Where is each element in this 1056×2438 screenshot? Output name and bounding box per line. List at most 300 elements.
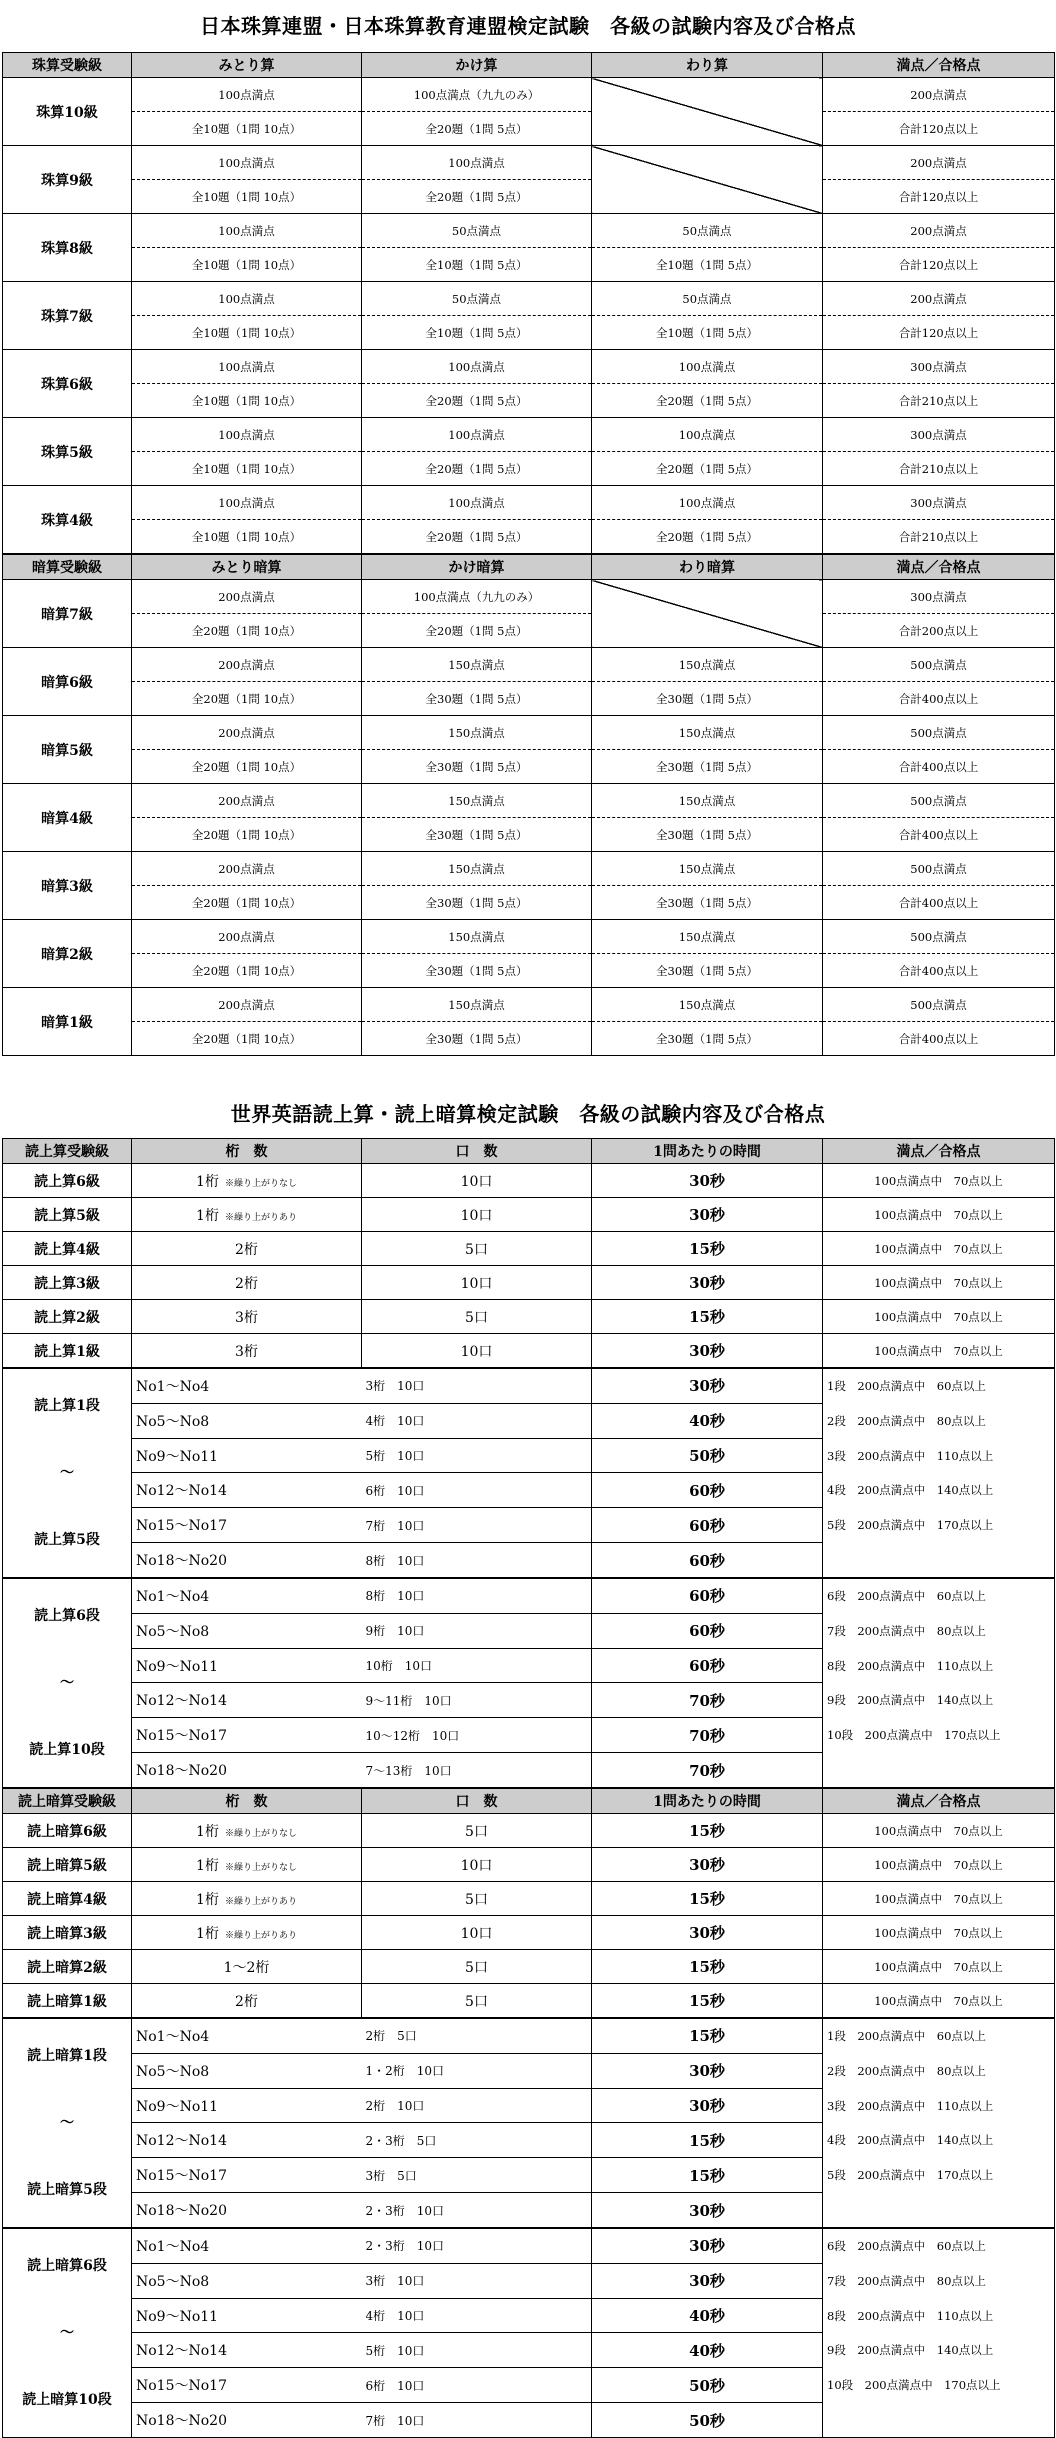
dan-range-label xyxy=(3,2228,132,2438)
grade-label: 読上算5級 xyxy=(3,1198,132,1232)
mitori-points: 100点満点 xyxy=(132,78,362,112)
time-cell: 30秒 xyxy=(592,1848,823,1882)
column-header: 満点／合格点 xyxy=(823,554,1055,580)
table-row xyxy=(3,1950,1055,1984)
wari-points: 150点満点 xyxy=(592,920,823,954)
kake-detail: 全30題（1問 5点） xyxy=(362,682,592,716)
score-cell: 10段 200点満点中 170点以上 xyxy=(823,2368,1055,2403)
problem-range: No5～No8 xyxy=(132,1613,362,1648)
table-row xyxy=(3,452,1055,486)
table-row xyxy=(3,750,1055,784)
table-row xyxy=(3,1508,1055,1543)
header-row xyxy=(3,53,1055,78)
carry-note: ※繰り上がりあり xyxy=(224,1212,297,1223)
table-row xyxy=(3,1718,1055,1753)
digits-count: 7桁 10口 xyxy=(362,1508,592,1543)
kake-points: 50点満点 xyxy=(362,282,592,316)
score-points: 200点満点 xyxy=(823,214,1055,248)
time-cell: 15秒 xyxy=(592,2158,823,2193)
time-cell: 70秒 xyxy=(592,1718,823,1753)
kake-points: 150点満点 xyxy=(362,716,592,750)
digits-count: 4桁 10口 xyxy=(362,2298,592,2333)
time-cell: 15秒 xyxy=(592,1882,823,1916)
grade-label: 暗算5級 xyxy=(3,716,132,784)
problem-range: No1～No4 xyxy=(132,2018,362,2053)
score-cell: 2段 200点満点中 80点以上 xyxy=(823,1403,1055,1438)
time-cell: 30秒 xyxy=(592,1916,823,1950)
soroban-exam-table xyxy=(2,52,1055,1056)
table-row xyxy=(3,1613,1055,1648)
table-row xyxy=(3,1683,1055,1718)
time-cell: 15秒 xyxy=(592,1950,823,1984)
kake-points: 150点満点 xyxy=(362,648,592,682)
kake-points: 150点満点 xyxy=(362,852,592,886)
digits-count: 2桁 5口 xyxy=(362,2018,592,2053)
table-row xyxy=(3,1438,1055,1473)
score-cell: 8段 200点満点中 110点以上 xyxy=(823,2298,1055,2333)
column-header: かけ算 xyxy=(362,53,592,78)
score-cell: 3段 200点満点中 110点以上 xyxy=(823,2088,1055,2123)
time-cell: 30秒 xyxy=(592,2228,823,2263)
grade-label: 読上算4級 xyxy=(3,1232,132,1266)
grade-label: 珠算9級 xyxy=(3,146,132,214)
kake-detail: 全30題（1問 5点） xyxy=(362,750,592,784)
grade-label: 珠算5級 xyxy=(3,418,132,486)
digits-value: 2桁 xyxy=(235,1993,258,2010)
wari-points: 50点満点 xyxy=(592,282,823,316)
table-row xyxy=(3,1578,1055,1613)
time-cell: 60秒 xyxy=(592,1613,823,1648)
time-cell: 30秒 xyxy=(592,1334,823,1369)
digits-count: 1・2桁 10口 xyxy=(362,2053,592,2088)
digits-cell xyxy=(132,1164,362,1198)
table-row xyxy=(3,2123,1055,2158)
column-header: 桁 数 xyxy=(132,1788,362,1814)
digits-count: 3桁 10口 xyxy=(362,1368,592,1403)
column-header: 珠算受験級 xyxy=(3,53,132,78)
not-applicable-cell xyxy=(592,146,823,214)
table-row xyxy=(3,2018,1055,2053)
mitori-points: 200点満点 xyxy=(132,784,362,818)
kake-points: 100点満点 xyxy=(362,486,592,520)
table-row xyxy=(3,886,1055,920)
digits-value: 2桁 xyxy=(235,1241,258,1258)
problem-range: No15～No17 xyxy=(132,1718,362,1753)
grade-label: 暗算2級 xyxy=(3,920,132,988)
table-row xyxy=(3,146,1055,180)
digits-count: 3桁 5口 xyxy=(362,2158,592,2193)
time-cell: 60秒 xyxy=(592,1648,823,1683)
time-cell: 30秒 xyxy=(592,2053,823,2088)
problem-range: No1～No4 xyxy=(132,1368,362,1403)
time-cell: 50秒 xyxy=(592,2403,823,2438)
not-applicable-cell xyxy=(592,580,823,648)
score-points: 300点満点 xyxy=(823,486,1055,520)
dan-end: 読上暗算5段 xyxy=(27,2182,107,2198)
score-points: 200点満点 xyxy=(823,146,1055,180)
grade-label: 読上暗算6級 xyxy=(3,1814,132,1848)
digits-cell xyxy=(132,1266,362,1300)
score-detail: 合計120点以上 xyxy=(823,112,1055,146)
count-cell: 5口 xyxy=(362,1950,592,1984)
mitori-detail: 全10題（1問 10点） xyxy=(132,248,362,282)
dan-range-label xyxy=(3,1578,132,1788)
score-cell: 7段 200点満点中 80点以上 xyxy=(823,1613,1055,1648)
table-row xyxy=(3,2368,1055,2403)
time-cell: 40秒 xyxy=(592,2298,823,2333)
digits-value: 1桁 xyxy=(196,1857,219,1874)
score-cell xyxy=(823,1753,1055,1788)
grade-label: 読上暗算3級 xyxy=(3,1916,132,1950)
soroban-exam-title: 日本珠算連盟・日本珠算教育連盟検定試験 各級の試験内容及び合格点 xyxy=(200,14,856,38)
dan-end: 読上算10段 xyxy=(29,1742,105,1758)
column-header: かけ暗算 xyxy=(362,554,592,580)
kake-detail: 全30題（1問 5点） xyxy=(362,954,592,988)
carry-note: ※繰り上がりなし xyxy=(224,1178,297,1189)
wari-detail: 全30題（1問 5点） xyxy=(592,818,823,852)
grade-label: 珠算10級 xyxy=(3,78,132,146)
table-row xyxy=(3,648,1055,682)
tilde: ～ xyxy=(60,1675,74,1691)
digits-count: 10～12桁 10口 xyxy=(362,1718,592,1753)
mitori-detail: 全20題（1問 10点） xyxy=(132,954,362,988)
grade-label: 読上算3級 xyxy=(3,1266,132,1300)
score-cell: 100点満点中 70点以上 xyxy=(823,1916,1055,1950)
tilde: ～ xyxy=(60,1465,74,1481)
kake-detail: 全10題（1問 5点） xyxy=(362,248,592,282)
not-applicable-cell xyxy=(592,78,823,146)
carry-note: ※繰り上がりあり xyxy=(224,1930,297,1941)
table-row xyxy=(3,1848,1055,1882)
time-cell: 30秒 xyxy=(592,2263,823,2298)
mitori-detail: 全20題（1問 10点） xyxy=(132,682,362,716)
header-row xyxy=(3,1139,1055,1164)
kake-points: 150点満点 xyxy=(362,784,592,818)
dan-start: 読上暗算6段 xyxy=(27,2258,107,2274)
table-row xyxy=(3,2333,1055,2368)
wari-detail: 全30題（1問 5点） xyxy=(592,886,823,920)
digits-count: 2桁 10口 xyxy=(362,2088,592,2123)
problem-range: No18～No20 xyxy=(132,2403,362,2438)
table-row xyxy=(3,2053,1055,2088)
time-cell: 30秒 xyxy=(592,1368,823,1403)
kake-points: 100点満点 xyxy=(362,350,592,384)
mitori-detail: 全20題（1問 10点） xyxy=(132,750,362,784)
score-detail: 合計120点以上 xyxy=(823,316,1055,350)
column-header: 口 数 xyxy=(362,1139,592,1164)
tilde: ～ xyxy=(60,2115,74,2131)
kake-points: 100点満点（九九のみ） xyxy=(362,78,592,112)
table-row xyxy=(3,1543,1055,1578)
table-row xyxy=(3,282,1055,316)
score-detail: 合計200点以上 xyxy=(823,614,1055,648)
digits-cell xyxy=(132,1232,362,1266)
column-header: 読上暗算受験級 xyxy=(3,1788,132,1814)
table-row xyxy=(3,2158,1055,2193)
score-detail: 合計400点以上 xyxy=(823,954,1055,988)
grade-label: 読上暗算4級 xyxy=(3,1882,132,1916)
kake-detail: 全20題（1問 5点） xyxy=(362,452,592,486)
problem-range: No15～No17 xyxy=(132,2158,362,2193)
problem-range: No9～No11 xyxy=(132,1648,362,1683)
digits-value: 3桁 xyxy=(235,1343,258,1360)
column-header: 読上算受験級 xyxy=(3,1139,132,1164)
digits-value: 3桁 xyxy=(235,1309,258,1326)
dan-range-label xyxy=(3,2018,132,2228)
score-points: 300点満点 xyxy=(823,350,1055,384)
mitori-detail: 全20題（1問 10点） xyxy=(132,886,362,920)
digits-cell xyxy=(132,1198,362,1232)
table-row xyxy=(3,486,1055,520)
digits-cell xyxy=(132,1300,362,1334)
score-cell: 2段 200点満点中 80点以上 xyxy=(823,2053,1055,2088)
count-cell: 5口 xyxy=(362,1984,592,2019)
score-cell: 100点満点中 70点以上 xyxy=(823,1164,1055,1198)
time-cell: 15秒 xyxy=(592,1232,823,1266)
score-detail: 合計400点以上 xyxy=(823,750,1055,784)
kake-detail: 全20題（1問 5点） xyxy=(362,112,592,146)
problem-range: No1～No4 xyxy=(132,2228,362,2263)
grade-label: 珠算7級 xyxy=(3,282,132,350)
score-points: 500点満点 xyxy=(823,716,1055,750)
header-row xyxy=(3,554,1055,580)
problem-range: No15～No17 xyxy=(132,2368,362,2403)
score-cell xyxy=(823,2403,1055,2438)
table-row xyxy=(3,1164,1055,1198)
score-cell: 100点満点中 70点以上 xyxy=(823,1232,1055,1266)
dan-start: 読上算1段 xyxy=(34,1398,100,1414)
kake-points: 50点満点 xyxy=(362,214,592,248)
kake-detail: 全30題（1問 5点） xyxy=(362,818,592,852)
count-cell: 10口 xyxy=(362,1916,592,1950)
score-cell: 7段 200点満点中 80点以上 xyxy=(823,2263,1055,2298)
kake-points: 100点満点（九九のみ） xyxy=(362,580,592,614)
problem-range: No15～No17 xyxy=(132,1508,362,1543)
digits-value: 1桁 xyxy=(196,1925,219,1942)
digits-value: 1～2桁 xyxy=(223,1959,270,1976)
table-row xyxy=(3,2193,1055,2228)
column-header: みとり暗算 xyxy=(132,554,362,580)
time-cell: 30秒 xyxy=(592,1198,823,1232)
time-cell: 40秒 xyxy=(592,1403,823,1438)
score-points: 300点満点 xyxy=(823,580,1055,614)
table-row xyxy=(3,2088,1055,2123)
problem-range: No9～No11 xyxy=(132,2088,362,2123)
count-cell: 5口 xyxy=(362,1814,592,1848)
digits-value: 1桁 xyxy=(196,1173,219,1190)
time-cell: 15秒 xyxy=(592,1984,823,2019)
kake-detail: 全30題（1問 5点） xyxy=(362,1022,592,1056)
wari-points: 150点満点 xyxy=(592,716,823,750)
time-cell: 15秒 xyxy=(592,2123,823,2158)
tilde: ～ xyxy=(60,2325,74,2341)
time-cell: 40秒 xyxy=(592,2333,823,2368)
grade-label: 暗算3級 xyxy=(3,852,132,920)
wari-detail: 全30題（1問 5点） xyxy=(592,750,823,784)
table-row xyxy=(3,1814,1055,1848)
count-cell: 5口 xyxy=(362,1300,592,1334)
reading-exam-table xyxy=(2,1138,1055,2438)
score-cell: 6段 200点満点中 60点以上 xyxy=(823,2228,1055,2263)
wari-detail: 全20題（1問 5点） xyxy=(592,520,823,555)
time-cell: 30秒 xyxy=(592,1164,823,1198)
table-row xyxy=(3,1916,1055,1950)
mitori-detail: 全10題（1問 10点） xyxy=(132,112,362,146)
table-row xyxy=(3,818,1055,852)
table-row xyxy=(3,248,1055,282)
column-header: わり算 xyxy=(592,53,823,78)
mitori-points: 100点満点 xyxy=(132,350,362,384)
table-row xyxy=(3,682,1055,716)
score-cell: 9段 200点満点中 140点以上 xyxy=(823,2333,1055,2368)
kake-detail: 全30題（1問 5点） xyxy=(362,886,592,920)
table-row xyxy=(3,180,1055,214)
score-detail: 合計210点以上 xyxy=(823,520,1055,555)
kake-detail: 全20題（1問 5点） xyxy=(362,520,592,555)
column-header: 桁 数 xyxy=(132,1139,362,1164)
table-row xyxy=(3,1753,1055,1788)
digits-cell xyxy=(132,1848,362,1882)
column-header: 暗算受験級 xyxy=(3,554,132,580)
score-points: 500点満点 xyxy=(823,852,1055,886)
score-cell: 1段 200点満点中 60点以上 xyxy=(823,2018,1055,2053)
problem-range: No9～No11 xyxy=(132,2298,362,2333)
score-cell: 100点満点中 70点以上 xyxy=(823,1950,1055,1984)
wari-detail: 全30題（1問 5点） xyxy=(592,954,823,988)
mitori-points: 100点満点 xyxy=(132,146,362,180)
table-row xyxy=(3,716,1055,750)
mitori-detail: 全10題（1問 10点） xyxy=(132,180,362,214)
table-row xyxy=(3,2298,1055,2333)
score-cell: 100点満点中 70点以上 xyxy=(823,1882,1055,1916)
header-row xyxy=(3,1788,1055,1814)
wari-points: 150点満点 xyxy=(592,648,823,682)
grade-label: 読上暗算1級 xyxy=(3,1984,132,2019)
digits-cell xyxy=(132,1984,362,2019)
table-row xyxy=(3,2263,1055,2298)
count-cell: 5口 xyxy=(362,1882,592,1916)
problem-range: No9～No11 xyxy=(132,1438,362,1473)
wari-detail: 全30題（1問 5点） xyxy=(592,682,823,716)
score-cell: 100点満点中 70点以上 xyxy=(823,1334,1055,1369)
table-row xyxy=(3,2228,1055,2263)
column-header: みとり算 xyxy=(132,53,362,78)
dan-range-label xyxy=(3,1368,132,1578)
kake-points: 100点満点 xyxy=(362,418,592,452)
mitori-points: 200点満点 xyxy=(132,716,362,750)
score-detail: 合計210点以上 xyxy=(823,384,1055,418)
score-points: 200点満点 xyxy=(823,78,1055,112)
wari-detail: 全10題（1問 5点） xyxy=(592,316,823,350)
grade-label: 暗算6級 xyxy=(3,648,132,716)
mitori-points: 100点満点 xyxy=(132,282,362,316)
kake-points: 150点満点 xyxy=(362,988,592,1022)
table-row xyxy=(3,520,1055,555)
problem-range: No12～No14 xyxy=(132,1683,362,1718)
digits-count: 10桁 10口 xyxy=(362,1648,592,1683)
table-row xyxy=(3,1473,1055,1508)
table-row xyxy=(3,316,1055,350)
digits-count: 3桁 10口 xyxy=(362,2263,592,2298)
table-row xyxy=(3,214,1055,248)
problem-range: No5～No8 xyxy=(132,1403,362,1438)
grade-label: 珠算6級 xyxy=(3,350,132,418)
score-detail: 合計400点以上 xyxy=(823,886,1055,920)
time-cell: 15秒 xyxy=(592,1814,823,1848)
digits-count: 2・3桁 5口 xyxy=(362,2123,592,2158)
reading-exam-title: 世界英語読上算・読上暗算検定試験 各級の試験内容及び合格点 xyxy=(230,1102,826,1126)
wari-points: 100点満点 xyxy=(592,350,823,384)
score-cell: 5段 200点満点中 170点以上 xyxy=(823,2158,1055,2193)
time-cell: 60秒 xyxy=(592,1508,823,1543)
score-points: 500点満点 xyxy=(823,648,1055,682)
problem-range: No18～No20 xyxy=(132,1753,362,1788)
digits-count: 4桁 10口 xyxy=(362,1403,592,1438)
table-row xyxy=(3,1882,1055,1916)
time-cell: 70秒 xyxy=(592,1683,823,1718)
score-detail: 合計120点以上 xyxy=(823,180,1055,214)
score-cell: 9段 200点満点中 140点以上 xyxy=(823,1683,1055,1718)
count-cell: 10口 xyxy=(362,1164,592,1198)
digits-value: 1桁 xyxy=(196,1207,219,1224)
kake-detail: 全20題（1問 5点） xyxy=(362,180,592,214)
score-cell: 100点満点中 70点以上 xyxy=(823,1984,1055,2019)
mitori-points: 100点満点 xyxy=(132,486,362,520)
score-cell: 8段 200点満点中 110点以上 xyxy=(823,1648,1055,1683)
score-points: 300点満点 xyxy=(823,418,1055,452)
mitori-detail: 全20題（1問 10点） xyxy=(132,614,362,648)
problem-range: No18～No20 xyxy=(132,1543,362,1578)
problem-range: No5～No8 xyxy=(132,2053,362,2088)
score-cell: 4段 200点満点中 140点以上 xyxy=(823,2123,1055,2158)
score-cell xyxy=(823,2193,1055,2228)
grade-label: 暗算1級 xyxy=(3,988,132,1056)
table-row xyxy=(3,1368,1055,1403)
carry-note: ※繰り上がりなし xyxy=(224,1862,297,1873)
grade-label: 読上算2級 xyxy=(3,1300,132,1334)
table-row xyxy=(3,1648,1055,1683)
kake-points: 150点満点 xyxy=(362,920,592,954)
wari-points: 150点満点 xyxy=(592,988,823,1022)
table-row xyxy=(3,418,1055,452)
wari-points: 50点満点 xyxy=(592,214,823,248)
mitori-points: 100点満点 xyxy=(132,418,362,452)
time-cell: 30秒 xyxy=(592,1266,823,1300)
mitori-detail: 全10題（1問 10点） xyxy=(132,316,362,350)
kake-detail: 全10題（1問 5点） xyxy=(362,316,592,350)
score-cell: 6段 200点満点中 60点以上 xyxy=(823,1578,1055,1613)
grade-label: 暗算4級 xyxy=(3,784,132,852)
digits-cell xyxy=(132,1950,362,1984)
wari-detail: 全20題（1問 5点） xyxy=(592,452,823,486)
score-cell: 100点満点中 70点以上 xyxy=(823,1814,1055,1848)
grade-label: 読上算6級 xyxy=(3,1164,132,1198)
digits-value: 1桁 xyxy=(196,1823,219,1840)
score-cell: 10段 200点満点中 170点以上 xyxy=(823,1718,1055,1753)
mitori-detail: 全10題（1問 10点） xyxy=(132,520,362,555)
grade-label: 読上算1級 xyxy=(3,1334,132,1369)
dan-end: 読上算5段 xyxy=(34,1532,100,1548)
digits-count: 2・3桁 10口 xyxy=(362,2228,592,2263)
table-row xyxy=(3,954,1055,988)
score-cell: 5段 200点満点中 170点以上 xyxy=(823,1508,1055,1543)
problem-range: No1～No4 xyxy=(132,1578,362,1613)
score-cell xyxy=(823,1543,1055,1578)
column-header: 口 数 xyxy=(362,1788,592,1814)
time-cell: 15秒 xyxy=(592,2018,823,2053)
score-cell: 3段 200点満点中 110点以上 xyxy=(823,1438,1055,1473)
digits-count: 8桁 10口 xyxy=(362,1578,592,1613)
